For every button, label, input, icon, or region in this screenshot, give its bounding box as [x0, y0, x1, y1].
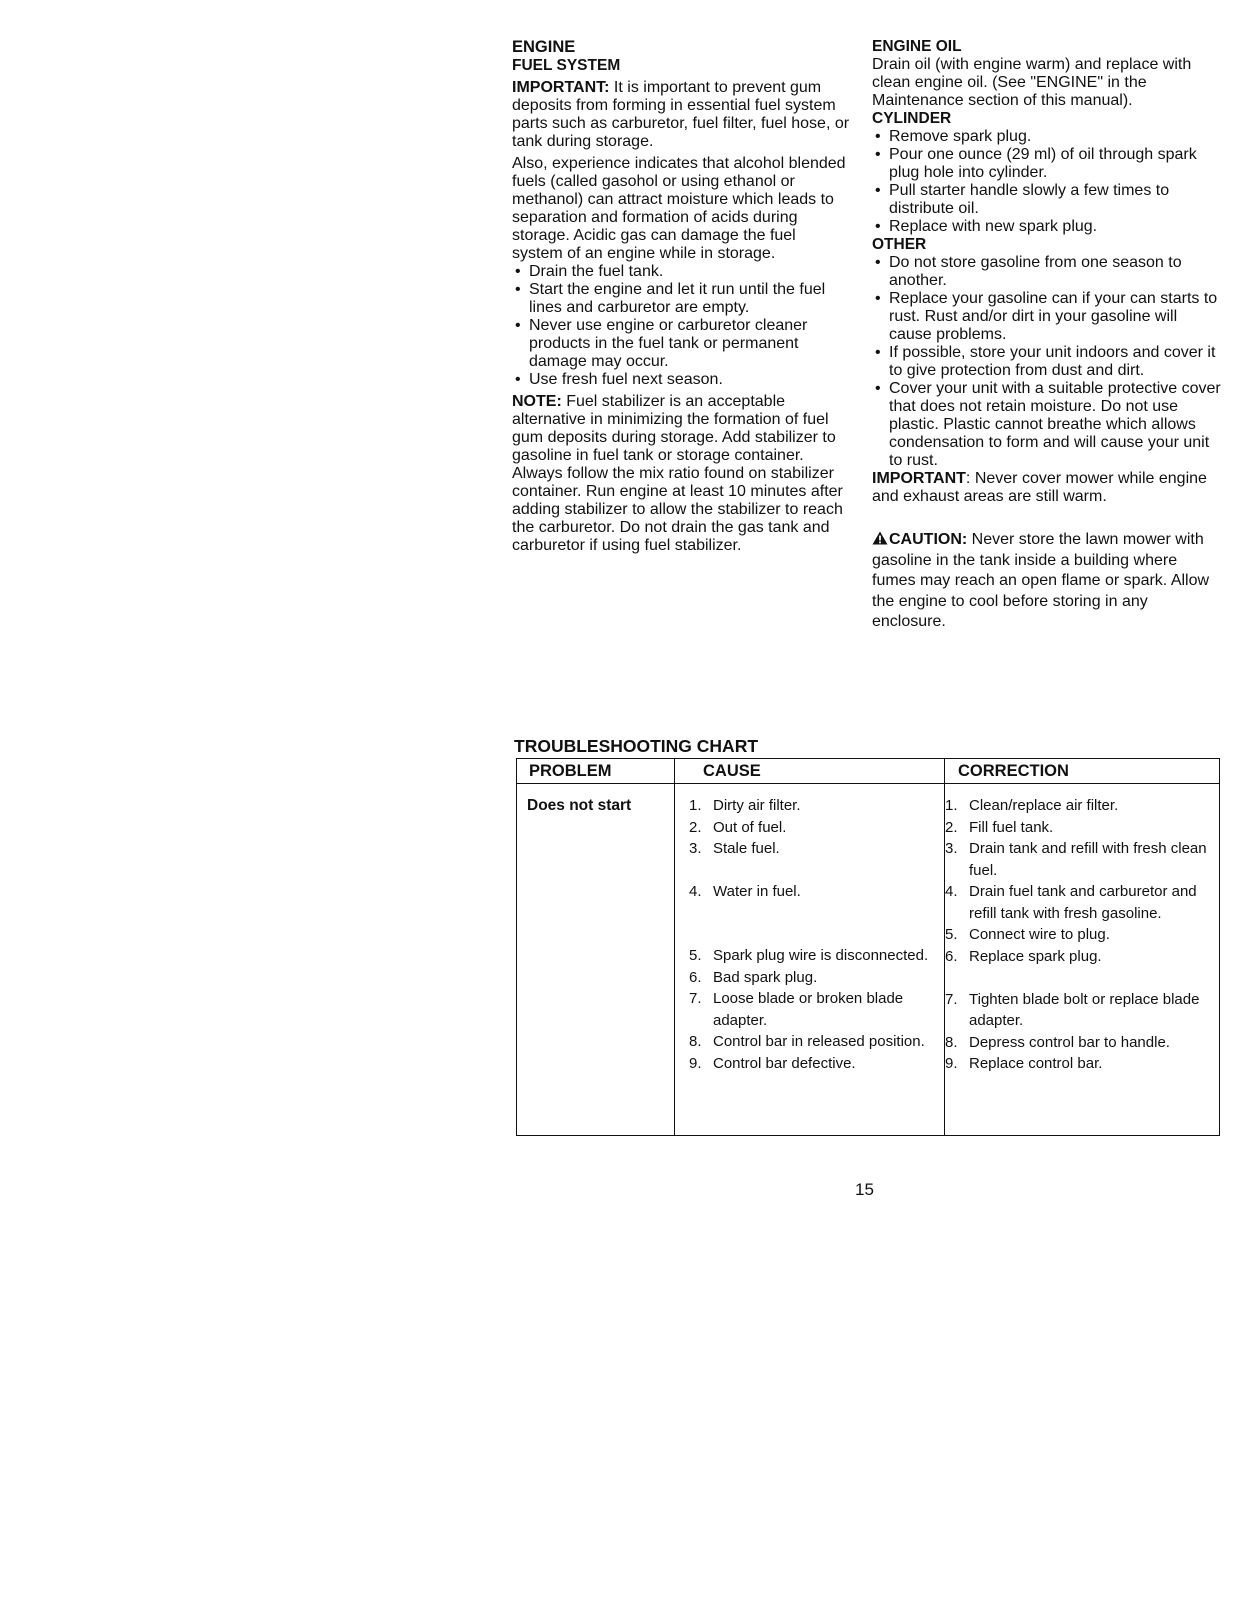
list-item: • Drain the fuel tank.	[512, 263, 850, 281]
correction-text: Drain tank and refill with fresh clean fuel.	[969, 840, 1207, 879]
cause-item	[689, 838, 943, 881]
cause-number: 8.	[689, 1033, 702, 1050]
list-item: • If possible, store your unit indoors and cover it to give protection from dust and dirt.	[872, 344, 1224, 380]
cause-item	[689, 967, 943, 989]
troubleshooting-table	[516, 758, 1220, 1136]
column-divider	[674, 759, 675, 1135]
problem-column-header: PROBLEM	[517, 759, 675, 784]
correction-text: Fill fuel tank.	[969, 818, 1054, 836]
right-column	[872, 38, 1224, 633]
correction-text: Tighten blade bolt or replace blade adapter.	[969, 990, 1200, 1029]
list-item: • Never use engine or carburetor cleaner products in the fuel tank or permanent damage may occur.	[512, 317, 850, 371]
cause-column	[689, 795, 943, 1074]
caution-paragraph	[872, 530, 1224, 633]
correction-item	[945, 924, 1217, 946]
engine-oil-heading: ENGINE OIL	[872, 38, 962, 55]
list-item: • Replace your gasoline can if your can starts to rust. Rust and/or dirt in your gasoline will cause problems.	[872, 290, 1224, 344]
correction-number: 6.	[945, 947, 958, 965]
left-column	[512, 38, 850, 555]
correction-column	[945, 795, 1217, 1075]
correction-text: Clean/replace air filter.	[969, 797, 1119, 814]
list-item: • Remove spark plug.	[872, 128, 1224, 146]
cause-text: Loose blade or broken blade adapter.	[713, 990, 904, 1029]
troubleshooting-title: TROUBLESHOOTING CHART	[514, 736, 759, 756]
note-paragraph	[512, 393, 850, 555]
cause-item	[689, 881, 943, 945]
correction-text: Depress control bar to handle.	[969, 1033, 1170, 1051]
note-label: NOTE:	[512, 393, 562, 410]
correction-number: 7.	[945, 990, 958, 1008]
cause-number: 5.	[689, 947, 702, 964]
correction-item	[945, 946, 1217, 989]
correction-text: Replace spark plug.	[969, 947, 1102, 965]
note-text: Fuel stabilizer is an acceptable alternative in minimizing the formation of fuel gum deposits during storage. Add stabilizer to gasoline in fuel tank or storage container. Always follow the mix ratio found on stabilizer container. Run engine at least 10 minutes after adding stabilizer to allow the stabilizer to reach the carburetor. Do not drain the gas tank and carburetor if using fuel stabilizer.	[512, 393, 843, 554]
problem-cell: Does not start	[527, 797, 632, 814]
cause-number: 6.	[689, 968, 702, 986]
correction-number: 3.	[945, 840, 958, 857]
cause-number: 1.	[689, 797, 702, 814]
fuel-important-paragraph	[512, 79, 850, 151]
cause-item	[689, 1031, 943, 1053]
correction-item	[945, 817, 1217, 839]
correction-text: Drain fuel tank and carburetor and refill tank with fresh gasoline.	[969, 883, 1197, 922]
correction-item	[945, 881, 1217, 924]
cause-text: Water in fuel.	[713, 883, 801, 900]
important-label: IMPORTANT:	[512, 79, 610, 96]
correction-item	[945, 795, 1217, 817]
cause-number: 7.	[689, 990, 702, 1007]
cause-text: Spark plug wire is disconnected.	[713, 947, 929, 964]
cause-text: Bad spark plug.	[713, 968, 818, 986]
correction-number: 9.	[945, 1055, 958, 1072]
page-number: 15	[855, 1180, 874, 1199]
caution-text: Never store the lawn mower with gasoline in the tank inside a building where fumes may reach an open flame or spark. Allow the engine to cool before storing in any enclosure.	[872, 531, 1210, 630]
cause-item	[689, 945, 943, 967]
engine-heading: ENGINE	[512, 38, 576, 56]
list-item: • Do not store gasoline from one season to another.	[872, 254, 1224, 290]
correction-number: 2.	[945, 818, 958, 836]
list-item: • Use fresh fuel next season.	[512, 371, 850, 389]
cause-item	[689, 1053, 943, 1075]
correction-number: 8.	[945, 1033, 958, 1051]
correction-number: 4.	[945, 883, 958, 900]
cause-number: 4.	[689, 883, 702, 900]
important-label: IMPORTANT	[872, 470, 966, 487]
cause-text: Dirty air filter.	[713, 797, 801, 814]
correction-item	[945, 1032, 1217, 1054]
cause-item	[689, 795, 943, 817]
correction-number: 5.	[945, 926, 958, 943]
correction-item	[945, 989, 1217, 1032]
list-item: • Start the engine and let it run until the fuel lines and carburetor are empty.	[512, 281, 850, 317]
cause-text: Control bar defective.	[713, 1054, 856, 1072]
correction-item	[945, 1053, 1217, 1075]
cylinder-list	[872, 128, 1224, 236]
cause-number: 3.	[689, 840, 702, 857]
important-text: : Never cover mower while engine and exhaust areas are still warm.	[872, 470, 1207, 505]
fuel-system-list	[512, 263, 850, 389]
list-item: • Pull starter handle slowly a few times to distribute oil.	[872, 182, 1224, 218]
cause-item	[689, 988, 943, 1031]
engine-oil-paragraph: Drain oil (with engine warm) and replace with clean engine oil. (See "ENGINE" in the Maintenance section of this manual).	[872, 56, 1192, 109]
warning-triangle-icon	[872, 531, 888, 545]
correction-text: Replace control bar.	[969, 1055, 1103, 1072]
list-item: • Cover your unit with a suitable protective cover that does not retain moisture. Do not use plastic. Plastic cannot breathe which allows condensation to form and will cause your unit to rust.	[872, 380, 1224, 470]
alcohol-fuel-paragraph: Also, experience indicates that alcohol blended fuels (called gasohol or using ethanol or methanol) can attract moisture which leads to separation and formation of acids during storage. Acidic gas can damage the fuel system of an engine while in storage.	[512, 155, 846, 262]
important-text: It is important to prevent gum deposits from forming in essential fuel system parts such as carburetor, fuel filter, fuel hose, or tank during storage.	[512, 79, 850, 150]
cylinder-heading: CYLINDER	[872, 110, 952, 127]
correction-text: Connect wire to plug.	[969, 926, 1110, 943]
correction-number: 1.	[945, 797, 958, 814]
cause-number: 9.	[689, 1054, 702, 1072]
list-item: • Pour one ounce (29 ml) of oil through spark plug hole into cylinder.	[872, 146, 1224, 182]
correction-item	[945, 838, 1217, 881]
cause-item	[689, 817, 943, 839]
other-list	[872, 254, 1224, 470]
other-heading: OTHER	[872, 236, 927, 253]
caution-label: CAUTION:	[889, 531, 968, 548]
list-item: • Replace with new spark plug.	[872, 218, 1224, 236]
cause-text: Out of fuel.	[713, 818, 787, 836]
other-important-paragraph	[872, 470, 1224, 506]
cause-number: 2.	[689, 818, 702, 836]
fuel-system-heading: FUEL SYSTEM	[512, 57, 621, 74]
cause-column-header: CAUSE	[675, 759, 932, 784]
cause-text: Control bar in released position.	[713, 1033, 925, 1050]
correction-column-header: CORRECTION	[932, 759, 1219, 784]
cause-text: Stale fuel.	[713, 840, 780, 857]
